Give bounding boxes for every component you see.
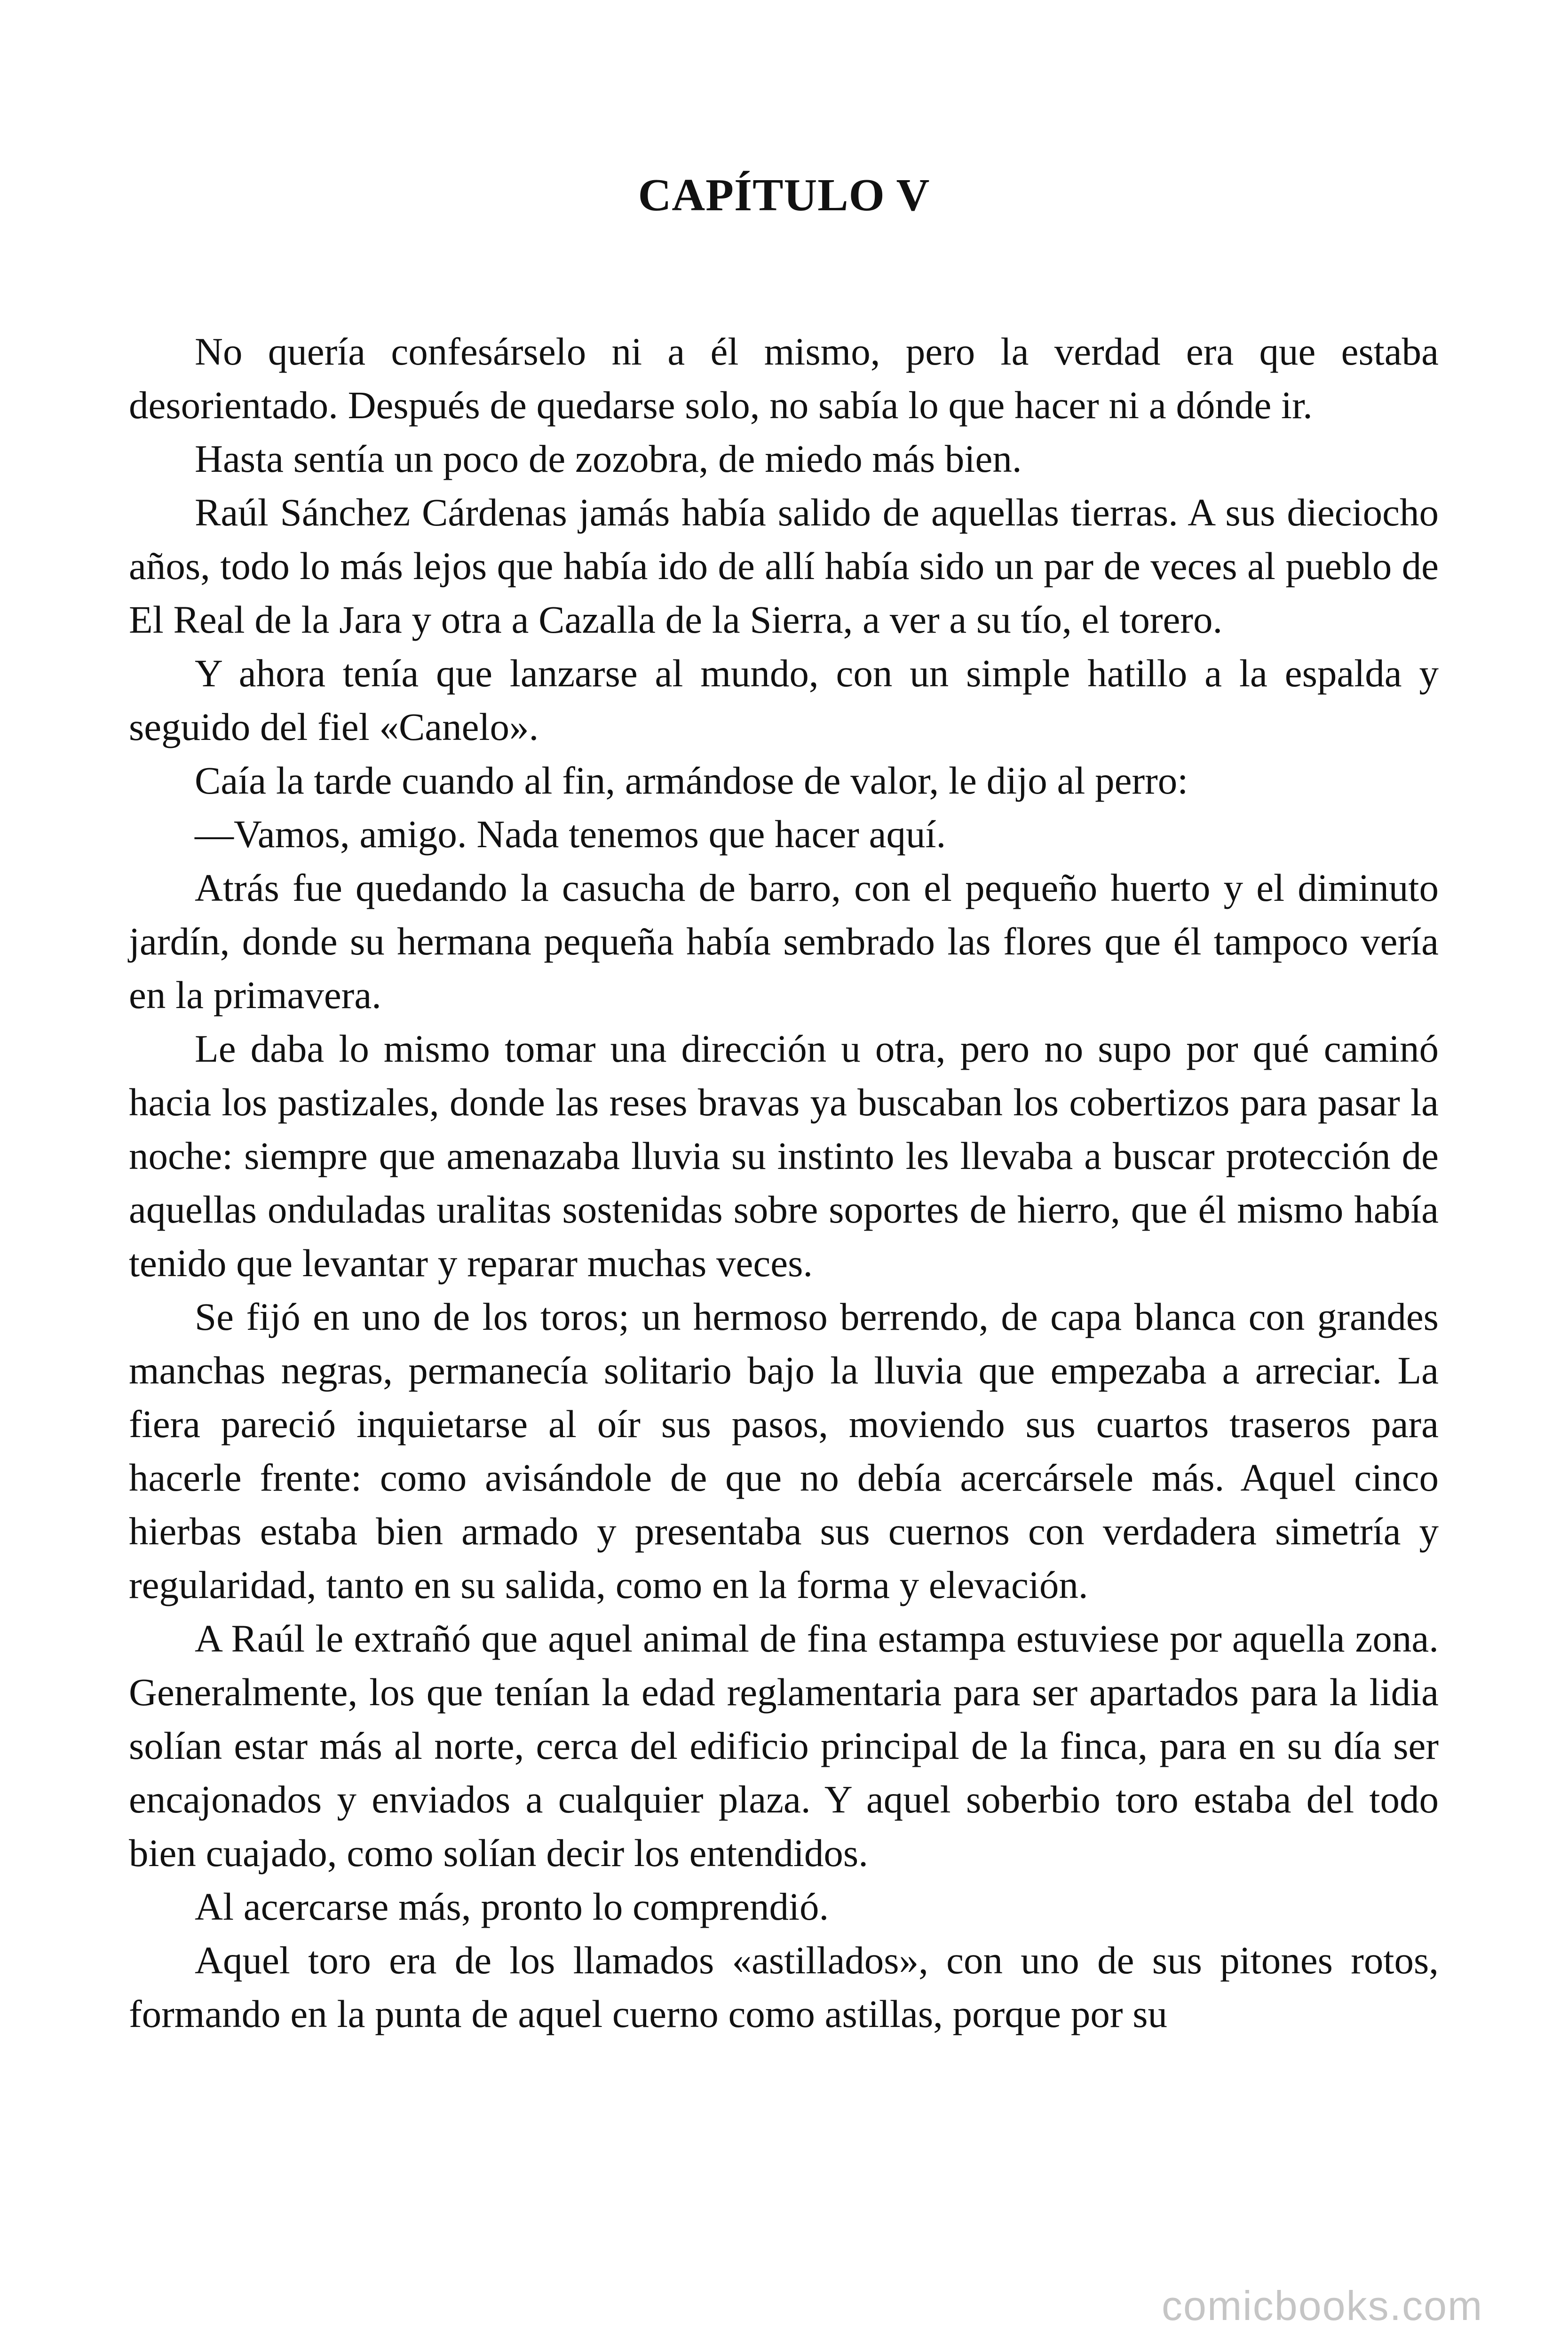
paragraph: Le daba lo mismo tomar una dirección u otra, pero no supo por qué caminó hacia los pastizales, donde las reses bravas ya buscaban los cobertizos para pasar la noche: siempre que amenazaba lluvia su instinto les llevaba a buscar protección de aquellas onduladas uralitas sostenidas sobre soportes de hierro, que él mismo había tenido que levantar y reparar muchas veces. — [129, 1027, 1439, 1285]
paragraph: Atrás fue quedando la casucha de barro, con el pequeño huerto y el diminuto jardín, donde su hermana pequeña había sembrado las flores que él tampoco vería en la primavera. — [129, 866, 1439, 1017]
watermark: comicbooks.com — [1162, 2282, 1483, 2329]
paragraph: Se fijó en uno de los toros; un hermoso berrendo, de capa blanca con grandes manchas negras, permanecía solitario bajo la lluvia que empezaba a arreciar. La fiera pareció inquietarse al oír sus pasos, moviendo sus cuartos traseros para hacerle frente: como avisándole de que no debía acercársele más. Aquel cinco hierbas estaba bien armado y presentaba sus cuernos con verdadera simetría y regularidad, tanto en su salida, como en la forma y elevación. — [129, 1295, 1439, 1606]
paragraph: Raúl Sánchez Cárdenas jamás había salido de aquellas tierras. A sus dieciocho años, todo lo más lejos que había ido de allí había sido un par de veces al pueblo de El Real de la Jara y otra a Cazalla de la Sierra, a ver a su tío, el torero. — [129, 491, 1439, 641]
paragraph: Hasta sentía un poco de zozobra, de miedo más bien. — [195, 437, 1022, 480]
paragraph: A Raúl le extrañó que aquel animal de fina estampa estuviese por aquella zona. Generalmente, los que tenían la edad reglamentaria para ser apartados para la lidia solían estar más al norte, cerca del edificio principal de la finca, para en su día ser encajonados y enviados a cualquier plaza. Y aquel soberbio toro estaba del todo bien cuajado, como solían decir los entendidos. — [129, 1617, 1439, 1875]
paragraph: Caía la tarde cuando al fin, armándose de valor, le dijo al perro: — [195, 759, 1188, 802]
paragraph: Al acercarse más, pronto lo comprendió. — [195, 1885, 829, 1928]
paragraph: No quería confesárselo ni a él mismo, pero la verdad era que estaba desorientado. Después de quedarse solo, no sabía lo que hacer ni a dónde ir. — [129, 330, 1439, 427]
chapter-body — [129, 325, 1439, 2041]
paragraph: Aquel toro era de los llamados «astillados», con uno de sus pitones rotos, formando en la punta de aquel cuerno como astillas, porque por su — [129, 1939, 1439, 2035]
paragraph: Y ahora tenía que lanzarse al mundo, con un simple hatillo a la espalda y seguido del fiel «Canelo». — [129, 652, 1439, 748]
chapter-title: CAPÍTULO V — [638, 170, 930, 221]
paragraph: —Vamos, amigo. Nada tenemos que hacer aquí. — [195, 812, 946, 856]
